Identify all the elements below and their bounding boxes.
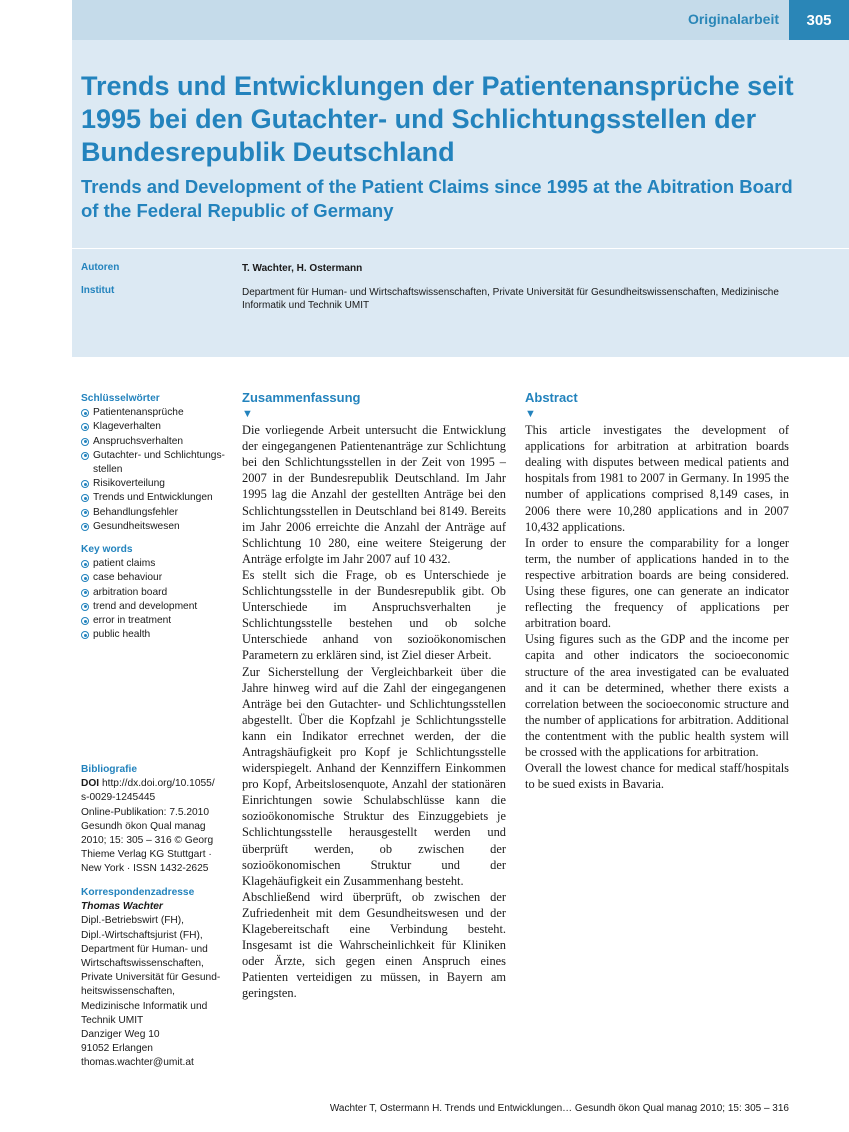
bibliography-title: Bibliografie <box>81 764 138 775</box>
institute-label: Institut <box>81 285 115 296</box>
correspondence-name: Thomas Wachter <box>81 901 163 913</box>
correspondence-line: Dipl.-Wirtschaftsjurist (FH), <box>81 929 203 941</box>
bullet-icon <box>81 423 89 431</box>
abstract-paragraph: Overall the lowest chance for medical staff/hospitals to be sued exists in Bavaria. <box>525 761 789 792</box>
triangle-down-icon: ▼ <box>242 408 253 421</box>
footer-citation: Wachter T, Ostermann H. Trends und Entwicklungen… Gesundh ökon Qual manag 2010; 15: 305 – 316 <box>329 1103 789 1114</box>
keyword-text: arbitration board <box>93 586 168 598</box>
bibliography-line: Thieme Verlag KG Stuttgart · <box>81 849 212 861</box>
correspondence-line: Medizinische Informatik und <box>81 1000 208 1012</box>
keyword-de-item <box>81 506 231 520</box>
abstract-paragraph: Es stellt sich die Frage, ob es Unterschiede je Schlichtungsstelle in der Bundesrepublik gibt. Ob Unterschiede im Anspruchsverhalten je Schlichtungsstelle bestehen und ob solche Unterschiede anhand von sozioökonomischen Parametern zu erklären sind, ist Ziel dieser Arbeit. <box>242 567 506 663</box>
triangle-down-icon: ▼ <box>525 408 536 421</box>
keyword-de-item <box>81 449 231 477</box>
keyword-text: Gesundheitswesen <box>93 520 180 532</box>
abstract-paragraph: Die vorliegende Arbeit untersucht die Entwicklung der eingegangenen Patientenanträge zur Schlichtung bei den Schlichtungsstellen in der Zeit von 1995 – 2007 in der Bundesrepublik Deutschland. Im Jahr 1995 lag die Anzahl der gestellten Anträge bei den Schlichtungsstellen in Deutschland bei 8149. Bereits im Jahr 2006 erreichte die Anzahl der Anträge auf Schlichtung 10 280, eine weitere Steigerung der Anträge erfolgte im Jahr 2007 auf 10 432. <box>242 423 506 566</box>
keywords-de-title: Schlüsselwörter <box>81 393 160 404</box>
abstract-paragraph: Abschließend wird überprüft, ob zwischen der Zufriedenheit mit dem Gesundheitswesen und der Klagebereitschaft eine Verbindung besteht. Insgesamt ist die Wahrscheinlichkeit für Kliniken oder Ärzte, sich gegen einen Anspruch eines Patienten verteidigen zu müssen, in Bayern am geringsten. <box>242 889 506 1001</box>
authors-label: Autoren <box>81 262 120 273</box>
authors: T. Wachter, H. Ostermann <box>242 263 363 274</box>
bullet-icon <box>81 438 89 446</box>
bullet-icon <box>81 574 89 582</box>
keyword-text: Risikoverteilung <box>93 478 165 490</box>
abstract-english <box>525 390 789 792</box>
bullet-icon <box>81 560 89 568</box>
title-german: Trends und Entwicklungen der Patientenansprüche seit 1995 bei den Gutachter- und Schlichtungsstellen der Bundesrepublik Deutschland <box>81 71 794 167</box>
abstract-paragraph: Using figures such as the GDP and the income per capita and other indicators the socioeconomic structure of the area investigated can be evaluated and it can be determined, whether there exists a correlation between the socioeconomic structure and the number of applications for arbitration. Additional the contentment with the public health system will be crossed with the applications for arbitration. <box>525 632 789 759</box>
keyword-text: public health <box>93 629 151 641</box>
title-english: Trends and Development of the Patient Claims since 1995 at the Abitration Board of the Federal Republic of Germany <box>81 176 793 221</box>
bibliography <box>81 763 231 877</box>
abstract-paragraph: Zur Sicherstellung der Vergleichbarkeit über die Jahre hinweg wird auf die Zahl der eingegangenen Anträge bei den Gutachter- und Schlichtungsstellen abgestellt. Über die Kopfzahl je Schlichtungsstelle kann ein Indikator errechnet werden, der die Antragshäufigkeit pro Kopf je Schlichtungsstelle widerspiegelt. Anhand der Kennziffern Einkommen pro Kopf, Arbeitslosenquote, Anzahl der stationären Einrichtungen sowie Schulabschlüsse kann die sozioökonomische Struktur des Einzuggebiets je Schlichtungsstelle herausgestellt werden und überprüft werden, ob zwischen der sozioökonomischen Struktur und der Klagehäufigkeit ein Zusammenhang besteht. <box>242 664 506 888</box>
bullet-icon <box>81 494 89 502</box>
keyword-text: Gutachter- und Schlichtungs-stellen <box>93 449 225 476</box>
correspondence-line: Danziger Weg 10 <box>81 1029 160 1041</box>
keyword-text: Patientenansprüche <box>93 407 184 419</box>
bullet-icon <box>81 509 89 517</box>
keyword-de-item <box>81 491 231 505</box>
keyword-de-item <box>81 420 231 434</box>
correspondence-line: Dipl.-Betriebswirt (FH), <box>81 915 185 927</box>
bibliography-line: http://dx.doi.org/10.1055/ <box>99 778 215 790</box>
keyword-text: case behaviour <box>93 572 163 584</box>
section-label: Originalarbeit <box>687 11 779 27</box>
keywords-en-title: Key words <box>81 544 133 556</box>
keywords-de-list <box>81 406 231 534</box>
keyword-text: trend and development <box>93 600 198 612</box>
keyword-en-item <box>81 571 231 585</box>
abstract-paragraph: This article investigates the development of applications for arbitration at arbitration boards dealing with disputes between medical patients and hospitals from 1981 to 2007 in Germany. In 1995 the number of applications comprised 8,149 cases, in 2006 there were 10,280 applications and in 2007 10,432 applications. <box>525 423 789 534</box>
keyword-de-item <box>81 520 231 534</box>
keyword-de-item <box>81 406 231 420</box>
bullet-icon <box>81 589 89 597</box>
header-divider <box>72 248 849 249</box>
bullet-icon <box>81 480 89 488</box>
bullet-icon <box>81 523 89 531</box>
correspondence-line: heitswissenschaften, <box>81 986 176 998</box>
abstract-en-body <box>525 422 789 792</box>
correspondence-line: Private Universität für Gesund- <box>81 972 221 984</box>
keywords-sidebar <box>81 392 231 651</box>
keyword-text: Anspruchsverhalten <box>93 435 184 447</box>
bullet-icon <box>81 603 89 611</box>
correspondence-address <box>81 914 231 1070</box>
keyword-text: Trends und Entwicklungen <box>93 492 213 504</box>
keyword-de-item <box>81 435 231 449</box>
keyword-en-item <box>81 557 231 571</box>
correspondence-line: Department für Human- und <box>81 943 208 955</box>
keyword-text: Klageverhalten <box>93 421 161 433</box>
keyword-en-item <box>81 586 231 600</box>
correspondence-title: Korrespondenzadresse <box>81 887 195 898</box>
bibliography-text <box>81 777 231 876</box>
keyword-text: Behandlungsfehler <box>93 506 178 518</box>
bullet-icon <box>81 631 89 639</box>
keyword-text: error in treatment <box>93 615 172 627</box>
correspondence-line: thomas.wachter@umit.at <box>81 1057 194 1069</box>
bullet-icon <box>81 452 89 460</box>
keyword-text: patient claims <box>93 558 156 570</box>
correspondence-line: Wirtschaftswissenschaften, <box>81 958 204 970</box>
correspondence-line: Technik UMIT <box>81 1014 144 1026</box>
bullet-icon <box>81 617 89 625</box>
abstract-german <box>242 390 506 1001</box>
keyword-de-item <box>81 477 231 491</box>
correspondence-line: 91052 Erlangen <box>81 1043 153 1055</box>
keyword-en-item <box>81 600 231 614</box>
abstract-de-body <box>242 422 506 1001</box>
abstract-de-heading: Zusammenfassung <box>242 390 361 405</box>
keyword-en-item <box>81 614 231 628</box>
bibliography-line: 2010; 15: 305 – 316 © Georg <box>81 835 214 847</box>
doi-label: DOI <box>81 778 100 790</box>
bibliography-line: Online-Publikation: 7.5.2010 <box>81 806 209 818</box>
correspondence <box>81 886 231 1071</box>
page-number: 305 <box>789 0 849 40</box>
bullet-icon <box>81 409 89 417</box>
abstract-paragraph: In order to ensure the comparability for a longer term, the number of applications handed in to the respective arbitration boards are being considered. Using these figures, one can generate an indicator reflecting the frequency of applications per arbitration board. <box>525 535 789 631</box>
keywords-en-list <box>81 557 231 642</box>
bibliography-line: Gesundh ökon Qual manag <box>81 820 206 832</box>
institute: Department für Human- und Wirtschaftswissenschaften, Private Universität für Gesundheitswissenschaften, Medizinische Informatik und Technik UMIT <box>242 287 779 311</box>
bibliography-line: New York · ISSN 1432-2625 <box>81 863 209 875</box>
abstract-en-heading: Abstract <box>525 390 578 405</box>
bibliography-line: s-0029-1245445 <box>81 792 156 804</box>
keyword-en-item <box>81 628 231 642</box>
